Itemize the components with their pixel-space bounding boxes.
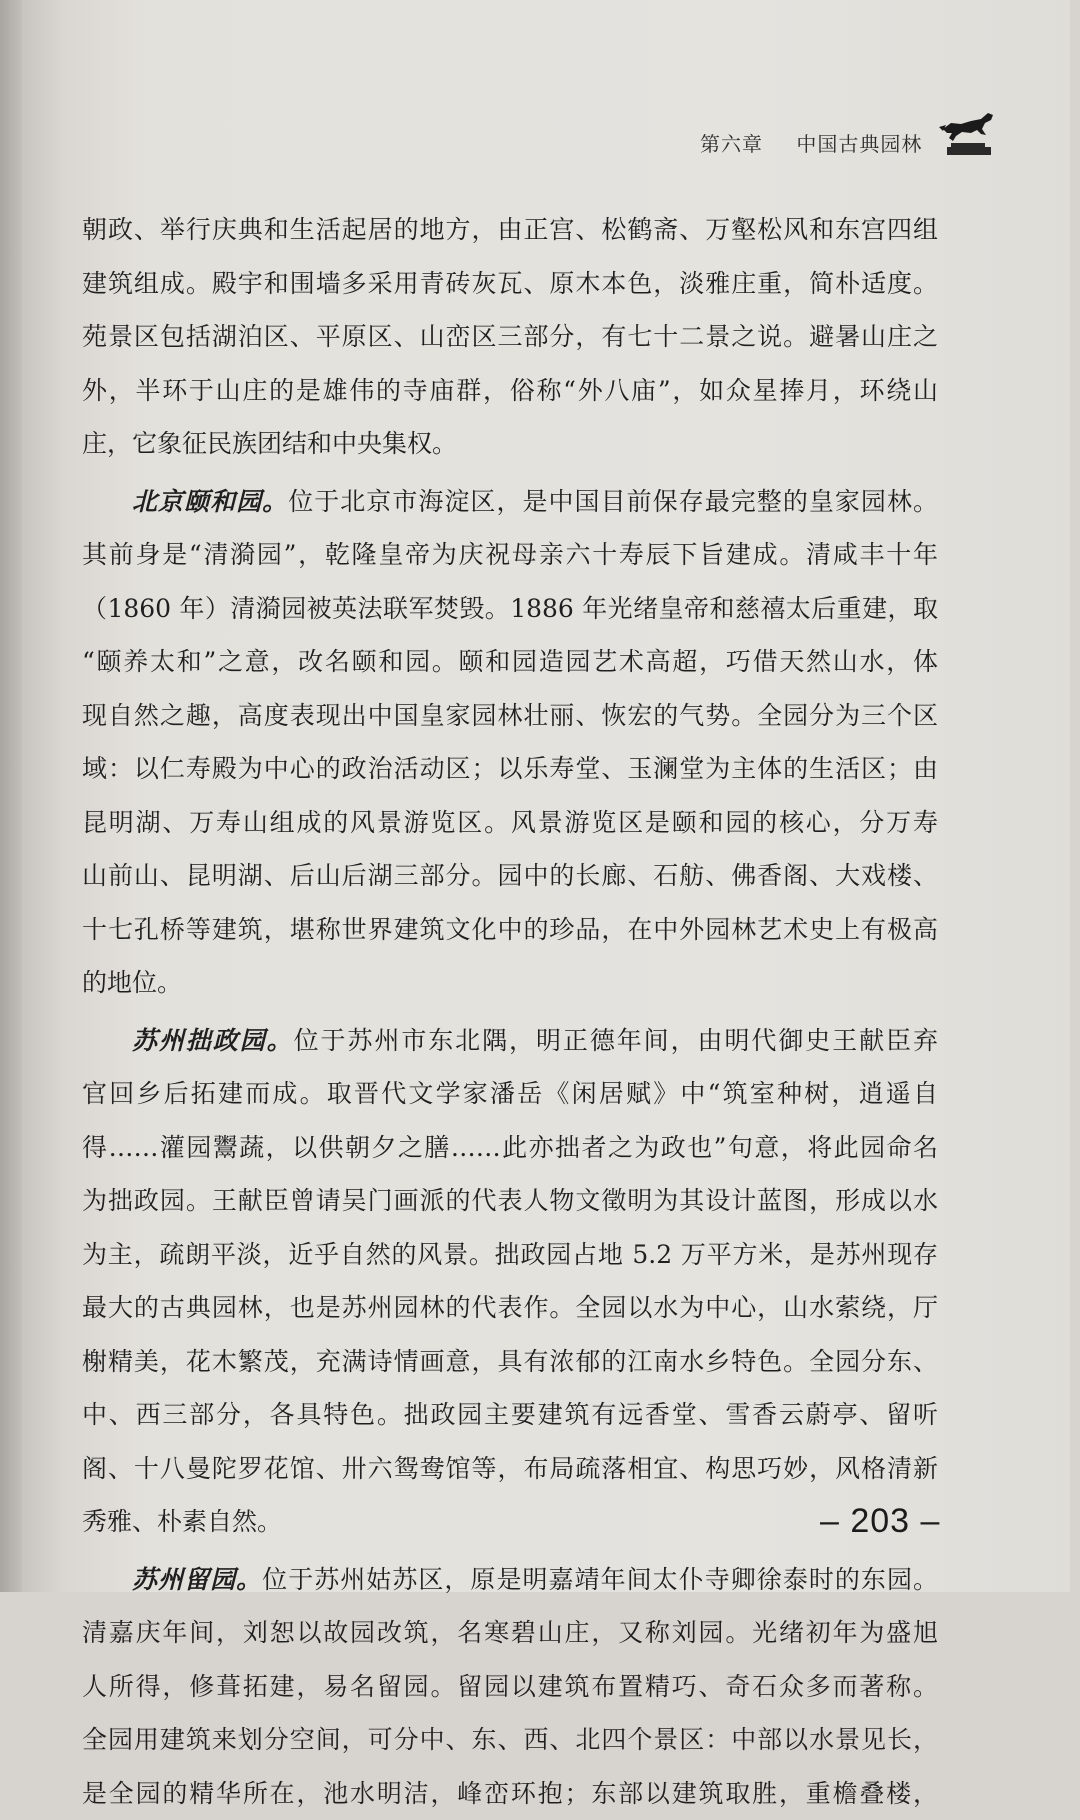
page-number: – 203 –	[820, 1502, 940, 1541]
text-line: 域：以仁寿殿为中心的政治活动区；以乐寿堂、玉澜堂为主体的生活区；由	[82, 742, 938, 796]
text-line: 昆明湖、万寿山组成的风景游览区。风景游览区是颐和园的核心，分万寿	[82, 796, 938, 850]
text-line: 为拙政园。王献臣曾请吴门画派的代表人物文徵明为其设计蓝图，形成以水	[82, 1174, 938, 1228]
text-line: 的地位。	[82, 956, 938, 1010]
paragraph-first-line	[82, 1553, 938, 1607]
text-line: 建筑组成。殿宇和围墙多采用青砖灰瓦、原木本色，淡雅庄重，简朴适度。	[82, 257, 938, 311]
text-line: （1860 年）清漪园被英法联军焚毁。1886 年光绪皇帝和慈禧太后重建，取	[82, 582, 938, 636]
paragraph-heading: 苏州拙政园。	[132, 1026, 294, 1055]
text-run: 位于苏州姑苏区，原是明嘉靖年间太仆寺卿徐泰时的东园。	[262, 1565, 938, 1594]
text-run: 位于苏州市东北隅，明正德年间，由明代御史王献臣弃	[294, 1026, 938, 1055]
paragraph-heading: 北京颐和园。	[132, 487, 288, 516]
text-line: 是全园的精华所在，池水明洁，峰峦环抱；东部以建筑取胜，重檐叠楼，	[82, 1767, 938, 1820]
running-head	[700, 128, 922, 157]
chapter-label: 第六章	[700, 132, 763, 156]
text-line: 苑景区包括湖泊区、平原区、山峦区三部分，有七十二景之说。避暑山庄之	[82, 310, 938, 364]
text-line: 庄，它象征民族团结和中央集权。	[82, 417, 938, 471]
text-line: 榭精美，花木繁茂，充满诗情画意，具有浓郁的江南水乡特色。全园分东、	[82, 1335, 938, 1389]
text-line: 其前身是“清漪园”，乾隆皇帝为庆祝母亲六十寿辰下旨建成。清咸丰十年	[82, 528, 938, 582]
text-line: “颐养太和”之意，改名颐和园。颐和园造园艺术高超，巧借天然山水，体	[82, 635, 938, 689]
text-line: 秀雅、朴素自然。	[82, 1495, 938, 1549]
text-line: 清嘉庆年间，刘恕以故园改筑，名寒碧山庄，又称刘园。光绪初年为盛旭	[82, 1606, 938, 1660]
text-line: 现自然之趣，高度表现出中国皇家园林壮丽、恢宏的气势。全园分为三个区	[82, 689, 938, 743]
text-line: 朝政、举行庆典和生活起居的地方，由正宫、松鹤斋、万壑松风和东宫四组	[82, 203, 938, 257]
text-line: 为主，疏朗平淡，近乎自然的风景。拙政园占地 5.2 万平方米，是苏州现存	[82, 1228, 938, 1282]
paragraph-first-line	[82, 1014, 938, 1068]
text-line: 十七孔桥等建筑，堪称世界建筑文化中的珍品，在中外园林艺术史上有极高	[82, 903, 938, 957]
text-line: 人所得，修葺拓建，易名留园。留园以建筑布置精巧、奇石众多而著称。	[82, 1660, 938, 1714]
text-line: 官回乡后拓建而成。取晋代文学家潘岳《闲居赋》中“筑室种树，逍遥自	[82, 1067, 938, 1121]
horse-logo-icon	[937, 107, 999, 161]
text-line: 得……灌园鬻蔬，以供朝夕之膳……此亦拙者之为政也”句意，将此园命名	[82, 1121, 938, 1175]
text-line: 外，半环于山庄的是雄伟的寺庙群，俗称“外八庙”，如众星捧月，环绕山	[82, 364, 938, 418]
text-run: 位于北京市海淀区，是中国目前保存最完整的皇家园林。	[288, 487, 938, 516]
paragraph-heading: 苏州留园。	[132, 1565, 262, 1594]
text-line: 全园用建筑来划分空间，可分中、东、西、北四个景区：中部以水景见长，	[82, 1713, 938, 1767]
text-line: 中、西三部分，各具特色。拙政园主要建筑有远香堂、雪香云蔚亭、留听	[82, 1388, 938, 1442]
book-page	[22, 0, 1070, 1592]
text-line: 山前山、昆明湖、后山后湖三部分。园中的长廊、石舫、佛香阁、大戏楼、	[82, 849, 938, 903]
text-line: 阁、十八曼陀罗花馆、卅六鸳鸯馆等，布局疏落相宜、构思巧妙，风格清新	[82, 1442, 938, 1496]
chapter-title: 中国古典园林	[796, 132, 922, 156]
paragraph-first-line	[82, 475, 938, 529]
text-line: 最大的古典园林，也是苏州园林的代表作。全园以水为中心，山水萦绕，厅	[82, 1281, 938, 1335]
body-text	[82, 203, 938, 1820]
